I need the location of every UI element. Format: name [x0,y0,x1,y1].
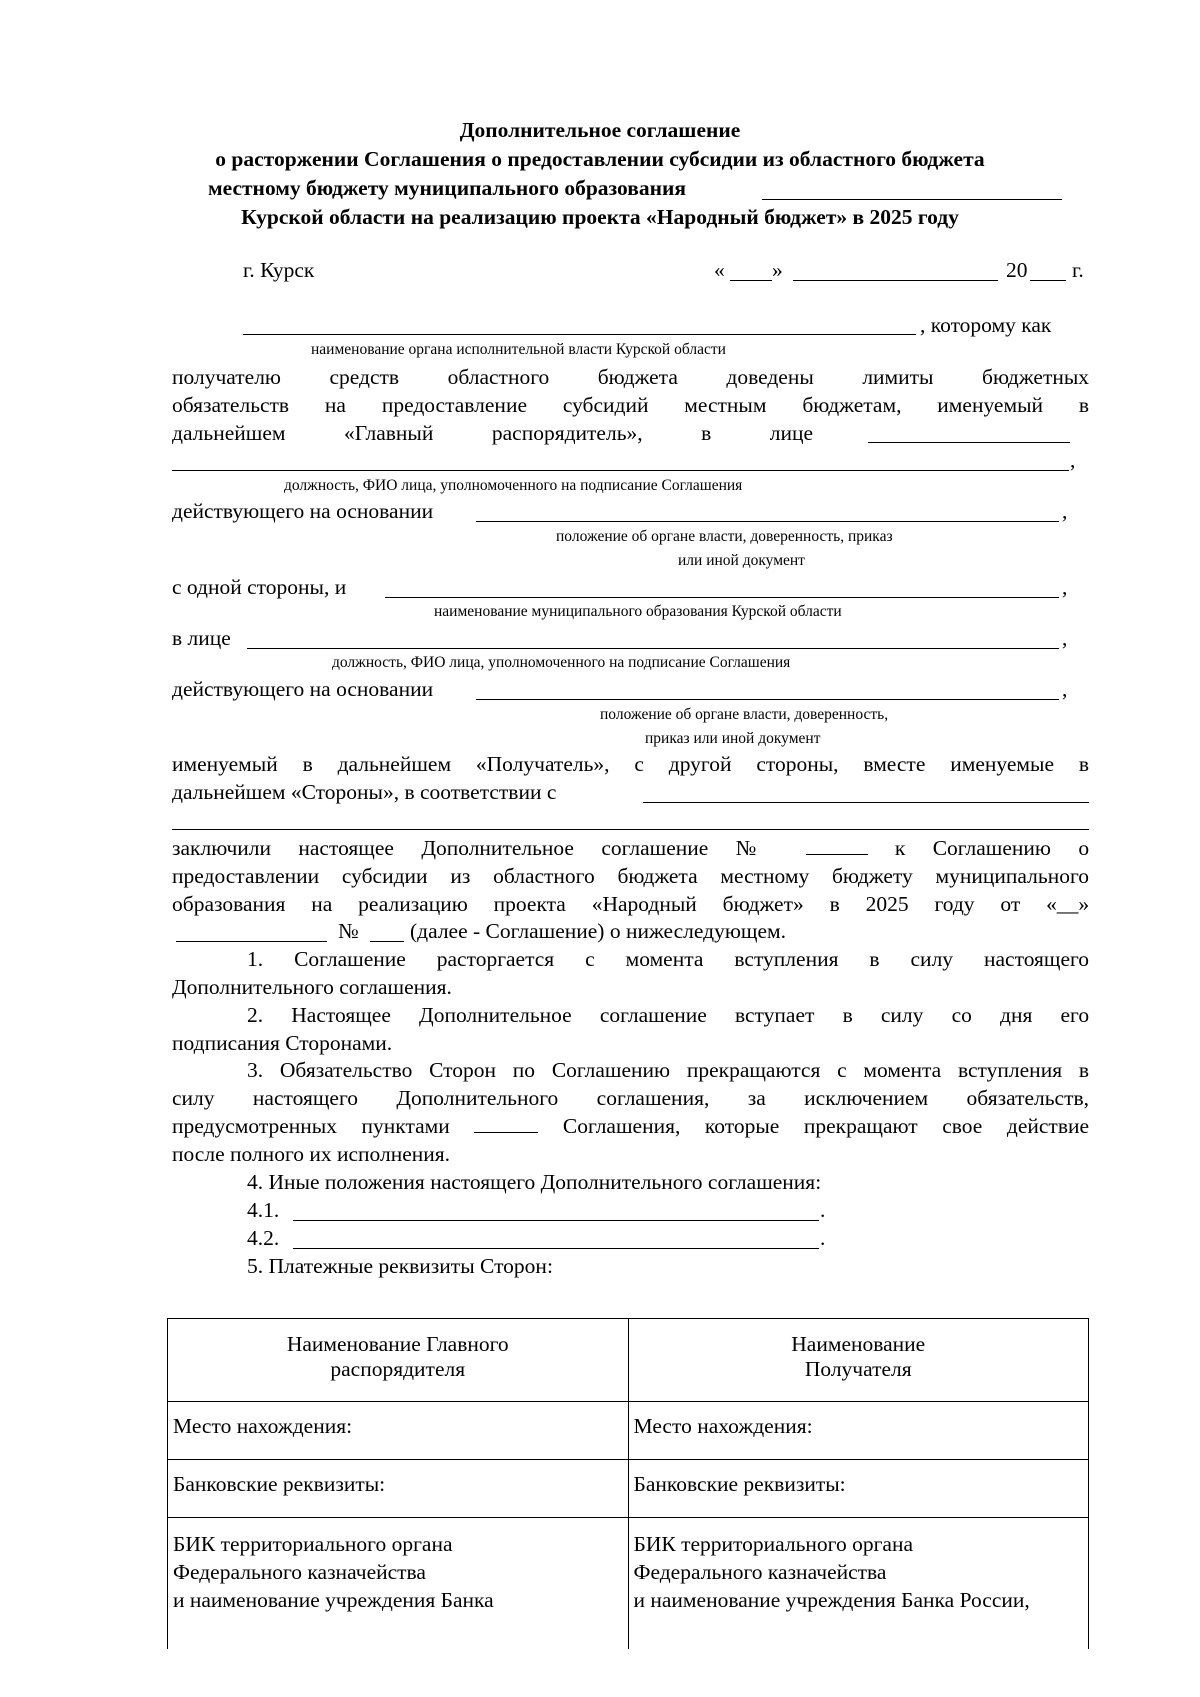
hint-position-fio-2: должность, ФИО лица, уполномоченного на подписание Соглашения [332,654,791,671]
date-quote-open: « [714,258,725,282]
position-fio-blank-2[interactable] [247,648,1059,649]
head-right-line-1: Наименование [791,1332,926,1356]
table-row [168,1518,1089,1650]
doc-subtitle-line-2: местному бюджету муниципального образования [208,176,687,200]
bik-left-line-2: Федерального казначейства [173,1560,426,1584]
parties-line-2: обязательств на предоставление субсидий местным бюджетам, именуемый в [172,393,1090,417]
clauses-blank[interactable] [474,1114,538,1133]
date-year-suffix: г. [1072,258,1084,282]
date-year-blank[interactable] [1030,280,1066,281]
to-whom-text: , которому как [920,313,1052,337]
hint-basis-1: положение об органе власти, доверенность, приказ [556,528,893,545]
date-quote-close: » [772,258,783,282]
city: г. Курск [243,258,315,282]
para-5: 5. Платежные реквизиты Сторон: [247,1254,553,1278]
municipality-blank[interactable] [762,199,1062,200]
para-4-2-blank[interactable] [293,1248,819,1249]
parties-line-3: дальнейшем «Главный распорядитель», в лице [172,421,814,445]
head-left-line-1: Наименование Главного [286,1332,509,1356]
comma: , [1062,575,1068,599]
para-4-1-dot: . [820,1198,826,1222]
para-3-line-2: силу настоящего Дополнительного соглашения, за исключением обязательств, [172,1086,1090,1110]
municipal-name-blank[interactable] [385,597,1059,598]
location-right-cell[interactable]: Место нахождения: [628,1402,1089,1460]
in-person-label: в лице [172,626,231,650]
date-year-prefix: 20 [1006,258,1028,282]
parties-line-4: именуемый в дальнейшем «Получатель», с другой стороны, вместе именуемые в [172,752,1090,776]
para-3-line-4: после полного их исполнения. [172,1142,451,1166]
one-side-label: с одной стороны, и [172,575,347,599]
para-4-1-blank[interactable] [293,1220,819,1221]
bik-left-line-3: и наименование учреждения Банка [173,1588,494,1612]
para-2-line-2: подписания Сторонами. [172,1031,393,1055]
body-line-3: образования на реализацию проекта «Народный бюджет» в 2025 году от «__» [172,892,1090,916]
table-row [168,1460,1089,1518]
comma: , [1062,499,1068,523]
acting-basis-label-2: действующего на основании [172,677,434,701]
bik-left-cell[interactable] [168,1518,629,1650]
agreement-date-blank[interactable] [176,941,327,942]
hint-position-fio: должность, ФИО лица, уполномоченного на подписание Соглашения [284,477,743,494]
body-line-2: предоставлении субсидии из областного бюджета местному бюджету муниципального [172,864,1089,888]
doc-subtitle-line-1: о расторжении Соглашения о предоставлении субсидии из областного бюджета [215,147,985,171]
para-3-line-1: 3. Обязательство Сторон по Соглашению прекращаются с момента вступления в [247,1058,1089,1082]
parties-line-1: получателю средств областного бюджета доведены лимиты бюджетных [172,365,1090,389]
head-left-cell [168,1319,629,1402]
bik-right-cell[interactable] [628,1518,1089,1650]
head-right-cell [628,1319,1089,1402]
doc-subtitle-line-3: Курской области на реализацию проекта «Народный бюджет» в 2025 году [241,205,959,229]
hint-basis-3: положение об органе власти, доверенность, [600,706,889,723]
in-person-blank-1[interactable] [868,442,1070,443]
bik-left-line-1: БИК территориального органа [173,1532,453,1556]
bik-right-line-2: Федерального казначейства [633,1560,887,1584]
comma: , [1062,677,1068,701]
basis-blank-2[interactable] [476,699,1059,700]
hint-municipal-name: наименование муниципального образования Курской области [434,603,842,620]
date-month-blank[interactable] [793,280,998,281]
accordance-blank-1[interactable] [643,802,1089,803]
agreement-no-blank[interactable] [370,941,404,942]
para-1-line-2: Дополнительного соглашения. [172,975,452,999]
table-row [168,1402,1089,1460]
location-left-cell[interactable]: Место нахождения: [168,1402,629,1460]
para-1-line-1: 1. Соглашение расторгается с момента вступления в силу настоящего [247,947,1090,971]
para-4-2-label: 4.2. [247,1226,280,1250]
para-4: 4. Иные положения настоящего Дополнительного соглашения: [247,1170,822,1194]
hint-basis-4: приказ или иной документ [645,730,821,747]
head-left-line-2: распорядителя [330,1357,466,1381]
comma: , [1062,626,1068,650]
position-fio-blank-1[interactable] [172,470,1069,471]
doc-title: Дополнительное соглашение [459,118,741,142]
organ-name-blank[interactable] [243,334,916,335]
para-4-2-dot: . [820,1226,826,1250]
body-line-4: (далее - Соглашение) о нижеследующем. [410,919,786,943]
parties-line-5: дальнейшем «Стороны», в соответствии с [172,780,557,804]
requisites-table [167,1318,1089,1649]
body-line-1: заключили настоящее Дополнительное соглашение № к Соглашению о [172,836,1090,860]
comma: , [1070,448,1076,472]
para-2-line-1: 2. Настоящее Дополнительное соглашение вступает в силу со дня его [247,1003,1090,1027]
bik-right-line-1: БИК территориального органа [633,1532,913,1556]
number-sign: № [338,919,359,943]
bik-right-line-3: и наименование учреждения Банка России, [633,1588,1030,1612]
hint-basis-2: или иной документ [678,552,805,569]
para-4-1-label: 4.1. [247,1198,280,1222]
hint-organ-name: наименование органа исполнительной власти Курской области [311,341,726,358]
para-3-line-3: предусмотренных пунктами Соглашения, которые прекращают свое действие [172,1114,1090,1138]
bank-left-cell[interactable]: Банковские реквизиты: [168,1460,629,1518]
date-day-blank[interactable] [730,280,772,281]
basis-blank-1[interactable] [476,521,1059,522]
table-row [168,1319,1089,1402]
acting-basis-label: действующего на основании [172,499,434,523]
head-right-line-2: Получателя [804,1357,912,1381]
accordance-blank-2[interactable] [172,829,1089,830]
bank-right-cell[interactable]: Банковские реквизиты: [628,1460,1089,1518]
agreement-number-blank[interactable] [806,836,868,855]
